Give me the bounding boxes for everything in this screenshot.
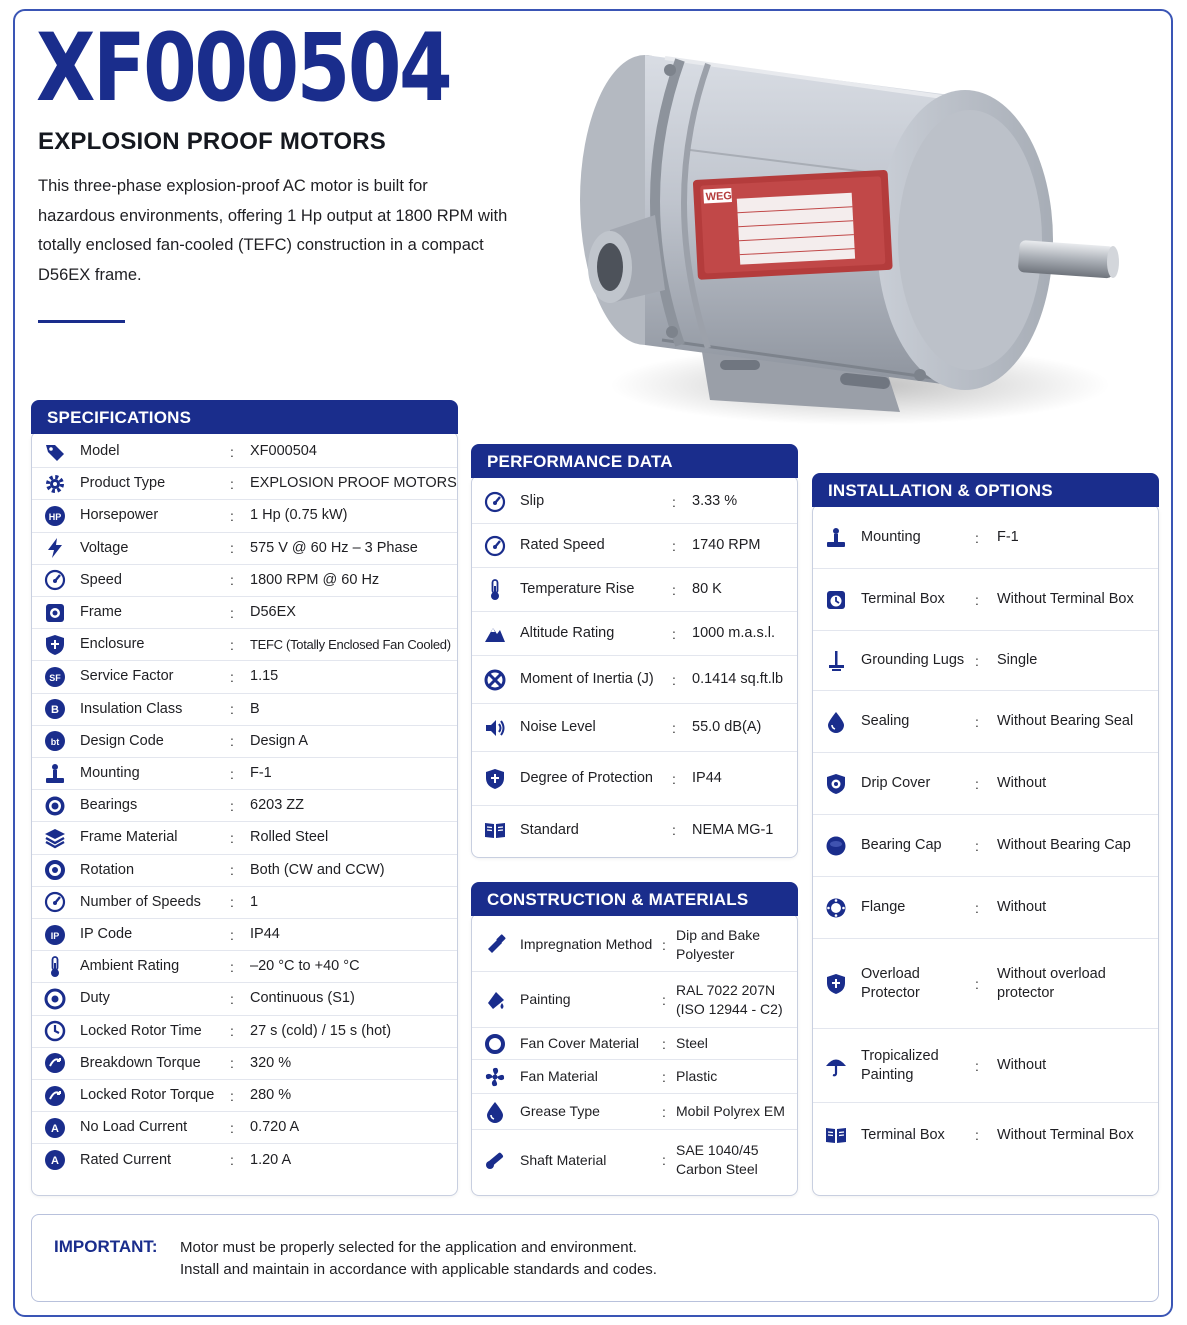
inst-value: Without overload protector (997, 965, 1106, 1001)
spec-row (32, 694, 457, 726)
cons-row (472, 1130, 797, 1190)
cons-separator: : (662, 936, 666, 953)
gauge-icon (484, 491, 506, 513)
spec-separator: : (230, 829, 234, 846)
spec-label: Service Factor (80, 668, 174, 685)
inst-row (813, 939, 1158, 1029)
inst-value: Single (997, 652, 1038, 668)
fan-icon (484, 1066, 506, 1088)
cons-value: SAE 1040/45 Carbon Steel (676, 1142, 759, 1177)
spec-label: Product Type (80, 475, 166, 492)
cons-separator: : (662, 1068, 666, 1085)
spec-separator: : (230, 1023, 234, 1040)
spec-value: B (250, 700, 260, 717)
torque-icon (44, 1052, 66, 1074)
hp-badge-icon (44, 505, 66, 527)
spec-label: No Load Current (80, 1119, 188, 1136)
brush-icon (484, 934, 506, 956)
specifications-title: SPECIFICATIONS (31, 400, 458, 434)
spec-separator: : (230, 507, 234, 524)
spec-label: Voltage (80, 539, 129, 556)
important-line-1: Motor must be properly selected for the application and environment. (180, 1239, 637, 1256)
cons-value: Plastic (676, 1068, 718, 1084)
spec-label: Speed (80, 571, 122, 588)
cons-label: Fan Material (520, 1068, 598, 1084)
spec-value: F-1 (250, 765, 272, 782)
spec-value: Rolled Steel (250, 829, 329, 846)
cons-value: Steel (676, 1035, 708, 1051)
cons-separator: : (662, 991, 666, 1008)
drop-icon (825, 711, 847, 733)
inst-separator: : (975, 591, 979, 608)
spec-separator: : (230, 475, 234, 492)
cons-label: Fan Cover Material (520, 1035, 640, 1051)
product-type-heading: EXPLOSION PROOF MOTORS (38, 128, 386, 155)
thermometer-icon (44, 956, 66, 978)
spec-value: 575 V @ 60 Hz – 3 Phase (250, 539, 418, 556)
mounting-icon (825, 527, 847, 549)
spec-separator: : (230, 701, 234, 718)
perf-row (472, 806, 797, 854)
installation-panel (812, 481, 1159, 1196)
inst-row (813, 569, 1158, 631)
cons-separator: : (662, 1035, 666, 1052)
cons-label: Grease Type (520, 1103, 600, 1119)
grounding-icon (825, 650, 847, 672)
bearing-cap-icon (825, 835, 847, 857)
spec-separator: : (230, 733, 234, 750)
spec-row (32, 1112, 457, 1144)
spec-separator: : (230, 1055, 234, 1072)
spec-label: Frame Material (80, 829, 178, 846)
inst-value: Without Bearing Cap (997, 837, 1131, 853)
spec-value: 1.20 A (250, 1151, 292, 1168)
spec-label: Frame (80, 604, 122, 621)
shaft-icon (484, 1149, 506, 1171)
perf-row (472, 656, 797, 704)
perf-label: Rated Speed (520, 537, 605, 553)
spec-value: IP44 (250, 926, 280, 943)
perf-value: IP44 (692, 770, 722, 786)
spec-value: 1800 RPM @ 60 Hz (250, 571, 380, 588)
inst-label: Terminal Box (861, 1126, 945, 1143)
bearing-icon (44, 795, 66, 817)
perf-separator: : (672, 719, 676, 736)
perf-separator: : (672, 537, 676, 554)
cons-value: Dip and Bake Polyester (676, 926, 761, 962)
cons-row (472, 1094, 797, 1130)
spec-label: Ambient Rating (80, 958, 180, 975)
tag-icon (44, 441, 66, 463)
drop-icon (484, 1101, 506, 1123)
ampere-icon (44, 1117, 66, 1139)
shield-icon (825, 973, 847, 995)
speaker-icon (484, 717, 506, 739)
spec-row (32, 951, 457, 983)
spec-value: 1 Hp (0.75 kW) (250, 507, 348, 524)
inst-value: Without (997, 1057, 1047, 1073)
spec-separator: : (230, 765, 234, 782)
spec-value: –20 °C to +40 °C (250, 958, 360, 975)
inst-row (813, 1103, 1158, 1167)
performance-title: PERFORMANCE DATA (471, 444, 798, 478)
sf-badge-icon (44, 666, 66, 688)
spec-value: 6203 ZZ (250, 797, 304, 814)
spec-row (32, 1080, 457, 1112)
perf-label: Standard (520, 821, 579, 838)
inst-row (813, 753, 1158, 815)
spec-separator: : (230, 1119, 234, 1136)
performance-panel (471, 452, 798, 858)
model-title: XF000504 (36, 14, 451, 123)
drip-cover-icon (825, 773, 847, 795)
spec-row (32, 597, 457, 629)
perf-separator: : (672, 770, 676, 787)
perf-label: Noise Level (520, 719, 596, 735)
perf-separator: : (672, 625, 676, 642)
spec-separator: : (230, 668, 234, 685)
nameplate-brand: WEG (705, 190, 733, 204)
cons-label: Shaft Material (520, 1151, 607, 1168)
spec-value: 1 (250, 893, 259, 910)
perf-value: 80 K (692, 581, 722, 597)
motor-image (570, 40, 1130, 440)
svg-text:A: A (51, 1122, 59, 1135)
svg-text:bt: bt (50, 737, 60, 748)
spec-value: 0.720 A (250, 1119, 300, 1136)
cons-separator: : (662, 1152, 666, 1168)
thermometer-icon (484, 579, 506, 601)
ampere-icon (44, 1149, 66, 1171)
spec-label: Rated Current (80, 1151, 172, 1168)
perf-row (472, 568, 797, 612)
cons-label: Painting (520, 991, 571, 1007)
inst-separator: : (975, 975, 979, 992)
inst-label: Grounding Lugs (861, 652, 965, 668)
perf-separator: : (672, 493, 676, 510)
inst-label: Bearing Cap (861, 837, 942, 853)
spec-row (32, 1144, 457, 1176)
spec-label: Bearings (80, 797, 138, 814)
cons-row (472, 1028, 797, 1060)
frame-icon (44, 602, 66, 624)
gear-icon (44, 473, 66, 495)
gauge-icon (44, 569, 66, 591)
inst-label: Drip Cover (861, 775, 931, 791)
shield-icon (44, 634, 66, 656)
perf-label: Temperature Rise (520, 581, 635, 597)
inst-value: Without (997, 899, 1047, 915)
inst-value: Without Bearing Seal (997, 713, 1134, 729)
flange-icon (825, 897, 847, 919)
svg-text:A: A (51, 1155, 59, 1168)
spec-row (32, 758, 457, 790)
inst-separator: : (975, 713, 979, 730)
perf-separator: : (672, 671, 676, 688)
spec-value: D56EX (250, 604, 296, 621)
spec-value: 280 % (250, 1087, 292, 1104)
spec-row (32, 500, 457, 532)
spec-label: Breakdown Torque (80, 1054, 201, 1071)
inst-label: Terminal Box (861, 591, 945, 607)
spec-value: Continuous (S1) (250, 990, 355, 1007)
ip-badge-icon (44, 924, 66, 946)
cons-row (472, 972, 797, 1028)
spec-value: 320 % (250, 1054, 292, 1071)
cons-value: Mobil Polyrex EM (676, 1103, 785, 1119)
inst-row (813, 507, 1158, 569)
spec-row (32, 887, 457, 919)
svg-text:B: B (51, 704, 59, 717)
spec-separator: : (230, 1152, 234, 1169)
inst-label: Mounting (861, 529, 921, 545)
important-line-2: Install and maintain in accordance with applicable standards and codes. (180, 1261, 657, 1278)
perf-label: Altitude Rating (520, 625, 615, 641)
spec-separator: : (230, 958, 234, 975)
spec-value: XF000504 (250, 443, 317, 460)
mounting-icon (44, 763, 66, 785)
design-code-icon (44, 730, 66, 752)
construction-title: CONSTRUCTION & MATERIALS (471, 882, 798, 916)
book-icon (484, 819, 506, 841)
gauge-icon (484, 535, 506, 557)
inst-separator: : (975, 652, 979, 669)
spec-row (32, 983, 457, 1015)
inst-separator: : (975, 837, 979, 854)
clock-icon (44, 1020, 66, 1042)
spec-row (32, 919, 457, 951)
spec-value: 27 s (cold) / 15 s (hot) (250, 1022, 392, 1039)
spec-separator: : (230, 443, 234, 460)
layers-icon (44, 827, 66, 849)
spec-row (32, 565, 457, 597)
spec-separator: : (230, 797, 234, 814)
spec-label: Rotation (80, 861, 135, 878)
spec-value: EXPLOSION PROOF MOTORS (250, 475, 457, 492)
cons-separator: : (662, 1103, 666, 1120)
perf-separator: : (672, 581, 676, 598)
perf-row (472, 612, 797, 656)
spec-label: Duty (80, 990, 110, 1007)
inst-row (813, 631, 1158, 691)
inst-label: Sealing (861, 713, 910, 729)
inst-label: Overload Protector (861, 965, 920, 1001)
spec-value: TEFC (Totally Enclosed Fan Cooled) (250, 637, 451, 653)
spec-label: Model (80, 443, 120, 460)
spec-row (32, 855, 457, 887)
gauge-icon (44, 891, 66, 913)
spec-label: Design Code (80, 732, 164, 749)
spec-value: Both (CW and CCW) (250, 861, 385, 878)
cons-label: Impregnation Method (520, 936, 653, 952)
spec-separator: : (230, 862, 234, 879)
perf-value: 1000 m.a.s.l. (692, 625, 776, 641)
spec-separator: : (230, 990, 234, 1007)
inst-label: Flange (861, 899, 906, 915)
spec-label: Horsepower (80, 507, 159, 524)
inst-row (813, 1029, 1158, 1103)
spec-separator: : (230, 572, 234, 589)
spec-row (32, 726, 457, 758)
inst-separator: : (975, 899, 979, 916)
torque-icon (44, 1085, 66, 1107)
specifications-panel (31, 408, 458, 1196)
spec-label: Insulation Class (80, 700, 183, 717)
spec-row (32, 629, 457, 661)
spec-label: Enclosure (80, 636, 145, 653)
shield-icon (484, 768, 506, 790)
perf-row (472, 524, 797, 568)
spec-label: Number of Speeds (80, 893, 201, 910)
spec-separator: : (230, 540, 234, 557)
spec-row (32, 1016, 457, 1048)
perf-separator: : (672, 822, 676, 838)
spec-separator: : (230, 894, 234, 911)
spec-separator: : (230, 604, 234, 621)
inst-row (813, 877, 1158, 939)
spec-label: Locked Rotor Torque (80, 1087, 215, 1104)
perf-label: Degree of Protection (520, 770, 653, 786)
title-divider (38, 320, 125, 323)
inst-value: Without Terminal Box (997, 591, 1134, 607)
rotation-icon (44, 859, 66, 881)
spec-row (32, 790, 457, 822)
perf-value: 3.33 % (692, 493, 738, 509)
svg-text:HP: HP (48, 511, 62, 522)
cons-row (472, 918, 797, 972)
perf-row (472, 704, 797, 752)
spec-separator: : (230, 1087, 234, 1104)
ring-icon (484, 1033, 506, 1055)
perf-label: Moment of Inertia (J) (520, 671, 654, 687)
spec-label: Locked Rotor Time (80, 1022, 202, 1039)
cons-row (472, 1060, 797, 1094)
perf-row (472, 752, 797, 806)
spec-row (32, 822, 457, 854)
perf-value: 1740 RPM (692, 537, 761, 553)
svg-text:IP: IP (50, 930, 60, 941)
spec-row (32, 436, 457, 468)
spec-value: Design A (250, 732, 309, 749)
inst-value: Without (997, 775, 1047, 791)
umbrella-icon (825, 1055, 847, 1077)
important-notice (31, 1214, 1159, 1302)
inst-separator: : (975, 1057, 979, 1074)
product-description: This three-phase explosion-proof AC motor is built for hazardous environments, offering 1 Hp output at 1800 RPM with totally enclosed fan-cooled (TEFC) construction in a compact D56EX frame. (38, 177, 508, 284)
inst-value: Without Terminal Box (997, 1126, 1134, 1143)
inst-label: Tropicalized Painting (861, 1047, 939, 1083)
spec-separator: : (230, 636, 234, 653)
inst-row (813, 691, 1158, 753)
important-label: IMPORTANT: (54, 1237, 158, 1256)
inst-value: F-1 (997, 529, 1019, 545)
bolt-icon (44, 537, 66, 559)
inst-row (813, 815, 1158, 877)
perf-label: Slip (520, 493, 545, 509)
b-badge-icon (44, 698, 66, 720)
cons-value: RAL 7022 207N (ISO 12944 - C2) (676, 981, 783, 1017)
spec-label: Mounting (80, 765, 140, 782)
spec-row (32, 661, 457, 693)
spec-row (32, 1048, 457, 1080)
perf-value: NEMA MG-1 (692, 821, 774, 838)
inst-separator: : (975, 529, 979, 546)
mountain-icon (484, 623, 506, 645)
spec-label: IP Code (80, 926, 133, 943)
spec-row (32, 468, 457, 500)
paint-icon (484, 989, 506, 1011)
svg-text:SF: SF (49, 672, 61, 683)
inst-separator: : (975, 1127, 979, 1143)
spec-value: 1.15 (250, 668, 279, 685)
installation-title: INSTALLATION & OPTIONS (812, 473, 1159, 507)
terminal-box-icon (825, 589, 847, 611)
construction-panel (471, 890, 798, 1196)
spec-separator: : (230, 926, 234, 943)
perf-value: 0.1414 sq.ft.lb (692, 671, 784, 687)
spec-row (32, 533, 457, 565)
duty-icon (44, 988, 66, 1010)
perf-row (472, 480, 797, 524)
book-icon (825, 1124, 847, 1146)
perf-value: 55.0 dB(A) (692, 719, 762, 735)
inst-separator: : (975, 775, 979, 792)
inertia-icon (484, 669, 506, 691)
